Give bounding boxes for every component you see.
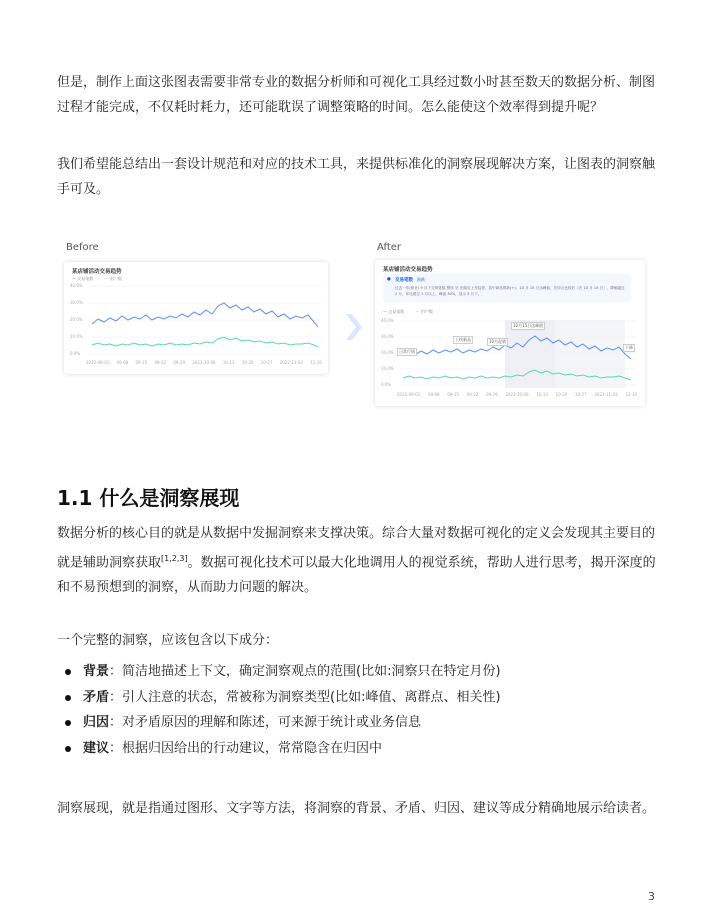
bullet-dot-icon: [65, 695, 71, 701]
list-item-text: ：引人注意的状态，常被称为洞察类型(比如:峰值、离群点、相关性): [109, 689, 501, 705]
after-xaxis: [397, 392, 637, 397]
annotation: 10月促销: [489, 339, 507, 344]
paragraph-definition: 洞察展现，就是指通过图形、文字等方法，将洞察的背景、矛盾、归因、建议等成分精确地展示给读者。: [57, 801, 656, 816]
before-ytick: 10.0%: [70, 334, 83, 339]
paragraph-efficiency: 但是，制作上面这张图表需要非常专业的数据分析师和可视化工具经过数小时甚至数天的数据分析、制图过程才能完成，不仅耗时耗力，还可能耽误了调整策略的时间。怎么能使这个效率得到提升呢？: [57, 75, 656, 115]
highlight-band-secondary: [555, 320, 625, 388]
lightbulb-icon: ●: [387, 277, 391, 282]
insight-title: 交易笔数: [395, 278, 413, 283]
after-legend-a: 交易笔数: [388, 309, 405, 314]
component-list: [63, 659, 663, 761]
before-xtick: 2022-09-01: [86, 360, 110, 365]
before-ytick: 20.0%: [70, 317, 83, 322]
after-xtick: 2022-10-06: [505, 392, 529, 397]
paragraph-goal: 我们希望能总结出一套设计规范和对应的技术工具，来提供标准化的洞察展现解决方案，让图表的洞察触手可及。: [57, 157, 656, 197]
before-chart-title: 某店铺活动交易趋势: [72, 269, 122, 275]
paragraph-core-text-a: 数据分析的核心目的就是从数据中发掘洞察来支撑决策。综合大量对数据可视化的定义会发现其主要目的就是辅助洞察获取: [57, 526, 656, 571]
bullet-dot-icon: [65, 669, 71, 675]
after-xtick: 09-29: [486, 392, 498, 397]
paragraph-core-text-b: 。数据可视化技术可以最大化地调用人的视觉系统，帮助人进行思考，揭开深度的和不易预想到的洞察，从而助力问题的解决。: [57, 555, 656, 596]
before-xtick: 10-27: [260, 360, 273, 365]
arrow-right-icon: [344, 312, 364, 342]
bullet-dot-icon: [65, 720, 71, 726]
before-xtick: 09-08: [116, 360, 129, 365]
before-xtick: 09-29: [173, 360, 185, 365]
before-series-users: [92, 337, 318, 347]
after-xtick: 10-27: [575, 392, 587, 397]
before-chart-card: [64, 262, 328, 374]
section-heading: 1.1 什么是洞察展现: [57, 486, 240, 510]
before-ytick: 40.0%: [70, 283, 83, 288]
paragraph-components-intro: 一个完整的洞察，应该包含以下成分：: [57, 633, 279, 648]
list-item: [63, 659, 663, 685]
after-ytick: 40.0%: [381, 318, 394, 323]
before-legend: — 交易笔数 — 用户数: [72, 276, 122, 281]
list-item: [63, 710, 663, 736]
after-xtick: 09-08: [427, 392, 440, 397]
before-xtick: 09-15: [135, 360, 148, 365]
before-xtick: 2022-11-03: [279, 360, 303, 365]
list-item-term: 建议: [83, 740, 110, 756]
list-item-text: ：简洁地描述上下文，确定洞察观点的范围(比如:洞察只在特定月份): [109, 664, 501, 679]
after-ytick: 20.0%: [381, 350, 394, 355]
after-xtick: 2022-11-03: [594, 392, 618, 397]
before-xtick: 10-13: [222, 360, 235, 365]
paragraph-core-purpose: [57, 521, 657, 600]
before-label: Before: [66, 242, 99, 253]
after-xtick: 09-22: [466, 392, 479, 397]
before-legend-a: 交易笔数: [77, 276, 94, 281]
after-xtick: 09-15: [447, 392, 459, 397]
after-line-chart: [375, 260, 645, 406]
after-chart-title: 某店铺活动交易趋势: [383, 267, 433, 273]
list-item-term: 归因: [83, 715, 110, 730]
before-legend-b: 用户数: [109, 276, 122, 281]
list-item: [63, 685, 663, 711]
bullet-dot-icon: [65, 746, 71, 752]
before-ytick: 0.0%: [70, 351, 81, 356]
after-chart-card: [375, 260, 645, 406]
after-legend: — 交易笔数 — 用户数: [383, 309, 433, 314]
annotation: 上线新品: [455, 337, 471, 342]
after-ytick: 30.0%: [381, 334, 394, 339]
list-item-text: ：对矛盾原因的理解和陈述，可来源于统计或业务信息: [109, 715, 422, 730]
after-legend-b: 用户数: [420, 309, 433, 314]
before-xtick: 10-20: [241, 360, 254, 365]
citation-reference[interactable]: [1,2,3]: [161, 554, 188, 563]
annotation: 下降: [625, 345, 633, 350]
after-xtick: 10-13: [536, 392, 548, 397]
before-xtick: 2022-10-06: [192, 360, 216, 365]
list-item-term: 矛盾: [83, 689, 110, 705]
annotation: 日常行情: [399, 349, 415, 354]
before-xtick: 09-22: [154, 360, 167, 365]
before-xtick: 11-10: [310, 360, 322, 365]
after-ytick: 0.0%: [381, 382, 392, 387]
after-xtick: 11-10: [625, 392, 637, 397]
list-item-term: 背景: [83, 664, 110, 679]
highlight-band: [505, 320, 555, 388]
insight-body: 过去一年(统计) 9 月下交易笔数 整体 呈 先稳后上升趋势，其中商品推新(+)。10 月 15 日达峰值，在综合比较后（在 10 月 15 日），降幅超过 2 月，环比超过 1 月以上，峰值 30%，显示 3 月下。: [395, 286, 625, 296]
insight-subtitle: 涨跌: [417, 277, 425, 282]
after-label: After: [377, 242, 402, 253]
page-number: 3: [648, 890, 655, 903]
before-line-chart: [64, 262, 328, 374]
after-xtick: 10-20: [555, 392, 568, 397]
after-ytick: 10.0%: [381, 366, 394, 371]
before-xaxis: [86, 360, 322, 365]
before-series-trades: [92, 303, 318, 327]
after-xtick: 2022-09-01: [397, 392, 421, 397]
annotation: 10月15日达峰值: [513, 323, 544, 328]
list-item-text: ：根据归因给出的行动建议，常常隐含在归因中: [109, 740, 383, 756]
before-ytick: 30.0%: [70, 300, 83, 305]
list-item: [63, 736, 663, 762]
